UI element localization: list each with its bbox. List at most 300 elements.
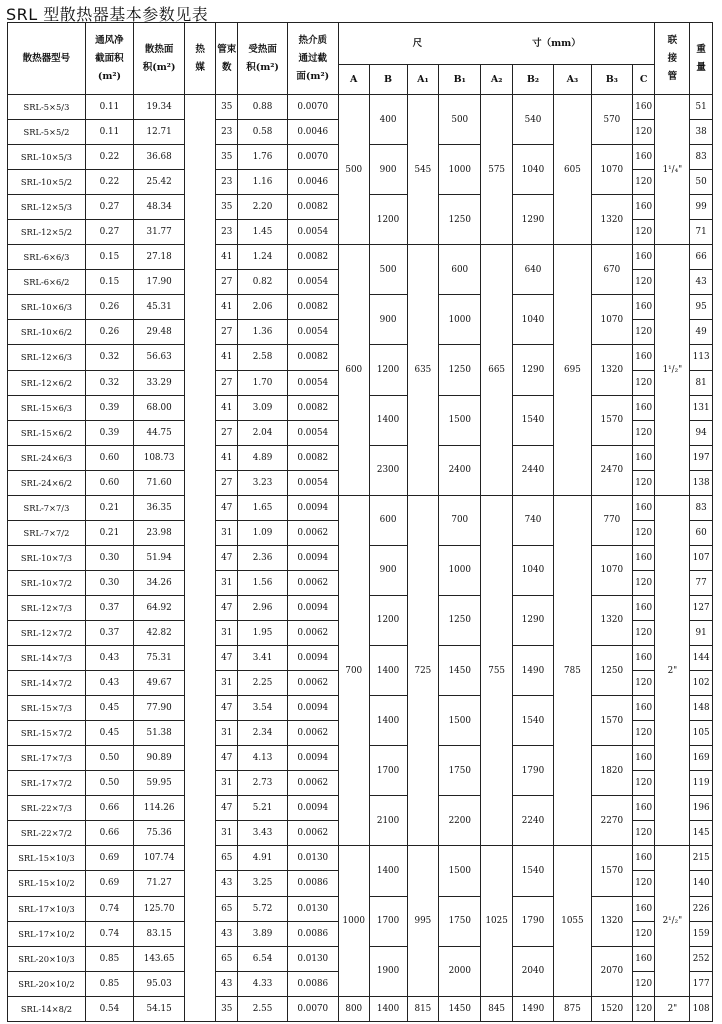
cell-vent-area: 0.22 — [85, 170, 133, 195]
cell-B3: 1570 — [591, 846, 632, 896]
cell-A: 1000 — [338, 846, 369, 996]
cell-B1: 600 — [439, 245, 481, 295]
cell-vent-area: 0.43 — [85, 646, 133, 671]
cell-weight: 138 — [690, 470, 713, 495]
cell-weight: 38 — [690, 120, 713, 145]
cell-C: 120 — [632, 570, 655, 595]
cell-B3: 1320 — [591, 195, 632, 245]
cell-heat-area: 75.31 — [134, 646, 185, 671]
cell-B2: 1540 — [513, 395, 554, 445]
cell-model: SRL-6×6/3 — [8, 245, 86, 270]
cell-weight: 144 — [690, 646, 713, 671]
cell-medium-area: 0.0062 — [287, 821, 338, 846]
cell-C: 120 — [632, 821, 655, 846]
cell-C: 160 — [632, 946, 655, 971]
cell-vent-area: 0.74 — [85, 921, 133, 946]
cell-medium-area: 0.0094 — [287, 495, 338, 520]
cell-vent-area: 0.60 — [85, 445, 133, 470]
cell-tube-bundles: 31 — [215, 721, 238, 746]
cell-A2: 575 — [481, 95, 513, 245]
cell-C: 160 — [632, 595, 655, 620]
cell-tube-bundles: 41 — [215, 295, 238, 320]
cell-weight: 49 — [690, 320, 713, 345]
cell-C: 160 — [632, 846, 655, 871]
cell-weight: 119 — [690, 771, 713, 796]
cell-heat-area: 29.48 — [134, 320, 185, 345]
cell-heat-area: 54.15 — [134, 996, 185, 1021]
cell-model: SRL-15×10/3 — [8, 846, 86, 871]
cell-C: 120 — [632, 170, 655, 195]
cell-heat-area: 49.67 — [134, 671, 185, 696]
cell-B: 1900 — [369, 946, 407, 996]
cell-C: 160 — [632, 796, 655, 821]
cell-model: SRL-12×6/2 — [8, 370, 86, 395]
cell-recv-area: 2.04 — [238, 420, 287, 445]
cell-tube-bundles: 47 — [215, 746, 238, 771]
cell-tube-bundles: 47 — [215, 495, 238, 520]
cell-medium-area: 0.0054 — [287, 370, 338, 395]
cell-vent-area: 0.30 — [85, 570, 133, 595]
cell-vent-area: 0.45 — [85, 696, 133, 721]
header-weight: 重 量 — [690, 23, 713, 95]
cell-heat-area: 45.31 — [134, 295, 185, 320]
cell-weight: 169 — [690, 746, 713, 771]
cell-A2: 665 — [481, 245, 513, 495]
cell-model: SRL-7×7/3 — [8, 495, 86, 520]
cell-B3: 1820 — [591, 746, 632, 796]
cell-recv-area: 2.36 — [238, 545, 287, 570]
cell-heat-area: 19.34 — [134, 95, 185, 120]
header-C: C — [632, 65, 655, 95]
cell-C: 160 — [632, 545, 655, 570]
cell-B3: 1570 — [591, 696, 632, 746]
header-heat-area: 散热面 积(m²) — [134, 23, 185, 95]
cell-A: 600 — [338, 245, 369, 495]
table-row — [8, 495, 713, 520]
page-title: SRL 型散热器基本参数见表 — [6, 5, 209, 24]
cell-C: 160 — [632, 295, 655, 320]
cell-B1: 1750 — [439, 746, 481, 796]
header-connector: 联 接 管 — [655, 23, 690, 95]
cell-weight: 81 — [690, 370, 713, 395]
cell-medium-area: 0.0046 — [287, 120, 338, 145]
cell-recv-area: 2.73 — [238, 771, 287, 796]
cell-A1: 635 — [407, 245, 439, 495]
cell-B3: 770 — [591, 495, 632, 545]
cell-A: 700 — [338, 495, 369, 846]
cell-model: SRL-10×5/3 — [8, 145, 86, 170]
cell-B3: 1070 — [591, 545, 632, 595]
cell-heat-area: 42.82 — [134, 620, 185, 645]
cell-medium-area: 0.0062 — [287, 721, 338, 746]
cell-weight: 95 — [690, 295, 713, 320]
cell-tube-bundles: 41 — [215, 245, 238, 270]
cell-medium-area: 0.0062 — [287, 671, 338, 696]
header-B1: B₁ — [439, 65, 481, 95]
cell-weight: 102 — [690, 671, 713, 696]
cell-B1: 1000 — [439, 295, 481, 345]
cell-medium-area: 0.0130 — [287, 846, 338, 871]
cell-recv-area: 3.09 — [238, 395, 287, 420]
cell-B: 1200 — [369, 195, 407, 245]
cell-weight: 145 — [690, 821, 713, 846]
cell-model: SRL-7×7/2 — [8, 520, 86, 545]
cell-A1: 545 — [407, 95, 439, 245]
cell-B3: 1250 — [591, 646, 632, 696]
cell-B2: 1490 — [513, 646, 554, 696]
cell-B: 600 — [369, 495, 407, 545]
cell-C: 120 — [632, 996, 655, 1021]
cell-recv-area: 4.91 — [238, 846, 287, 871]
cell-heat-area: 27.18 — [134, 245, 185, 270]
cell-vent-area: 0.32 — [85, 370, 133, 395]
cell-connector: 2" — [655, 495, 690, 846]
table-row — [8, 996, 713, 1021]
cell-recv-area: 2.58 — [238, 345, 287, 370]
cell-B2: 1540 — [513, 696, 554, 746]
cell-C: 120 — [632, 220, 655, 245]
cell-C: 120 — [632, 320, 655, 345]
cell-vent-area: 0.15 — [85, 270, 133, 295]
header-recv-area: 受热面 积(m²) — [238, 23, 287, 95]
cell-recv-area: 1.16 — [238, 170, 287, 195]
cell-medium-area: 0.0130 — [287, 946, 338, 971]
cell-weight: 127 — [690, 595, 713, 620]
cell-tube-bundles: 41 — [215, 345, 238, 370]
header-B: B — [369, 65, 407, 95]
cell-medium-area: 0.0086 — [287, 971, 338, 996]
table-row — [8, 846, 713, 871]
cell-model: SRL-22×7/3 — [8, 796, 86, 821]
cell-model: SRL-12×5/2 — [8, 220, 86, 245]
cell-weight: 43 — [690, 270, 713, 295]
cell-C: 160 — [632, 445, 655, 470]
cell-C: 160 — [632, 145, 655, 170]
cell-recv-area: 6.54 — [238, 946, 287, 971]
cell-C: 120 — [632, 370, 655, 395]
cell-tube-bundles: 23 — [215, 120, 238, 145]
cell-vent-area: 0.60 — [85, 470, 133, 495]
cell-tube-bundles: 43 — [215, 921, 238, 946]
cell-heat-area: 71.27 — [134, 871, 185, 896]
cell-B3: 570 — [591, 95, 632, 145]
cell-medium-area: 0.0086 — [287, 921, 338, 946]
cell-tube-bundles: 27 — [215, 370, 238, 395]
cell-weight: 51 — [690, 95, 713, 120]
cell-B: 1400 — [369, 996, 407, 1021]
cell-C: 160 — [632, 896, 655, 921]
cell-model: SRL-15×10/2 — [8, 871, 86, 896]
cell-tube-bundles: 31 — [215, 821, 238, 846]
cell-model: SRL-14×7/2 — [8, 671, 86, 696]
cell-vent-area: 0.30 — [85, 545, 133, 570]
cell-recv-area: 1.36 — [238, 320, 287, 345]
cell-medium-area: 0.0082 — [287, 395, 338, 420]
cell-tube-bundles: 65 — [215, 846, 238, 871]
cell-heat-area: 108.73 — [134, 445, 185, 470]
cell-B1: 1450 — [439, 996, 481, 1021]
cell-B2: 1290 — [513, 595, 554, 645]
cell-heat-area: 107.74 — [134, 846, 185, 871]
cell-vent-area: 0.26 — [85, 295, 133, 320]
cell-heat-area: 56.63 — [134, 345, 185, 370]
cell-B2: 2440 — [513, 445, 554, 495]
cell-model: SRL-10×6/2 — [8, 320, 86, 345]
cell-model: SRL-10×6/3 — [8, 295, 86, 320]
cell-medium-area: 0.0054 — [287, 420, 338, 445]
cell-model: SRL-24×6/2 — [8, 470, 86, 495]
cell-A2: 755 — [481, 495, 513, 846]
cell-heat-area: 44.75 — [134, 420, 185, 445]
cell-heat-area: 31.77 — [134, 220, 185, 245]
cell-model: SRL-17×7/2 — [8, 771, 86, 796]
cell-vent-area: 0.66 — [85, 821, 133, 846]
cell-medium-area: 0.0082 — [287, 345, 338, 370]
cell-vent-area: 0.85 — [85, 971, 133, 996]
cell-tube-bundles: 43 — [215, 971, 238, 996]
cell-tube-bundles: 47 — [215, 545, 238, 570]
cell-B3: 1320 — [591, 896, 632, 946]
cell-C: 120 — [632, 721, 655, 746]
cell-B1: 1450 — [439, 646, 481, 696]
cell-recv-area: 3.25 — [238, 871, 287, 896]
cell-B2: 1040 — [513, 295, 554, 345]
cell-B3: 2470 — [591, 445, 632, 495]
cell-model: SRL-20×10/2 — [8, 971, 86, 996]
cell-weight: 197 — [690, 445, 713, 470]
cell-medium-area: 0.0062 — [287, 520, 338, 545]
cell-weight: 159 — [690, 921, 713, 946]
cell-recv-area: 5.72 — [238, 896, 287, 921]
cell-model: SRL-17×7/3 — [8, 746, 86, 771]
cell-medium-area: 0.0054 — [287, 320, 338, 345]
cell-tube-bundles: 27 — [215, 320, 238, 345]
cell-recv-area: 2.20 — [238, 195, 287, 220]
cell-A1: 995 — [407, 846, 439, 996]
cell-B: 1400 — [369, 395, 407, 445]
header-A2: A₂ — [481, 65, 513, 95]
cell-heat-medium — [185, 95, 216, 1022]
cell-C: 160 — [632, 395, 655, 420]
cell-B1: 1500 — [439, 846, 481, 896]
cell-B1: 1250 — [439, 345, 481, 395]
cell-B2: 2240 — [513, 796, 554, 846]
cell-heat-area: 59.95 — [134, 771, 185, 796]
cell-B1: 500 — [439, 95, 481, 145]
cell-model: SRL-12×7/3 — [8, 595, 86, 620]
cell-A1: 725 — [407, 495, 439, 846]
cell-vent-area: 0.32 — [85, 345, 133, 370]
cell-model: SRL-6×6/2 — [8, 270, 86, 295]
cell-B2: 1540 — [513, 846, 554, 896]
cell-B1: 2200 — [439, 796, 481, 846]
cell-medium-area: 0.0062 — [287, 570, 338, 595]
cell-heat-area: 51.38 — [134, 721, 185, 746]
cell-B2: 1490 — [513, 996, 554, 1021]
header-A3: A₃ — [553, 65, 591, 95]
cell-B: 900 — [369, 295, 407, 345]
cell-medium-area: 0.0130 — [287, 896, 338, 921]
cell-C: 120 — [632, 871, 655, 896]
cell-vent-area: 0.26 — [85, 320, 133, 345]
cell-weight: 83 — [690, 495, 713, 520]
cell-connector: 2¹/₂" — [655, 846, 690, 996]
parameter-table — [7, 22, 713, 1022]
cell-B3: 2070 — [591, 946, 632, 996]
cell-C: 160 — [632, 245, 655, 270]
cell-C: 120 — [632, 671, 655, 696]
cell-heat-area: 143.65 — [134, 946, 185, 971]
header-model: 散热器型号 — [8, 23, 86, 95]
cell-C: 160 — [632, 195, 655, 220]
cell-medium-area: 0.0082 — [287, 445, 338, 470]
cell-tube-bundles: 35 — [215, 195, 238, 220]
cell-medium-area: 0.0094 — [287, 746, 338, 771]
cell-tube-bundles: 47 — [215, 595, 238, 620]
cell-medium-area: 0.0070 — [287, 145, 338, 170]
cell-medium-area: 0.0070 — [287, 95, 338, 120]
cell-tube-bundles: 35 — [215, 996, 238, 1021]
cell-weight: 107 — [690, 545, 713, 570]
cell-C: 120 — [632, 520, 655, 545]
header-A1: A₁ — [407, 65, 439, 95]
cell-recv-area: 3.54 — [238, 696, 287, 721]
cell-A3: 875 — [553, 996, 591, 1021]
cell-heat-area: 12.71 — [134, 120, 185, 145]
cell-weight: 77 — [690, 570, 713, 595]
table-row — [8, 95, 713, 120]
cell-heat-area: 25.42 — [134, 170, 185, 195]
cell-B1: 1250 — [439, 595, 481, 645]
cell-vent-area: 0.11 — [85, 95, 133, 120]
cell-medium-area: 0.0070 — [287, 996, 338, 1021]
cell-B2: 1790 — [513, 746, 554, 796]
cell-recv-area: 0.88 — [238, 95, 287, 120]
cell-B1: 1750 — [439, 896, 481, 946]
cell-model: SRL-10×7/2 — [8, 570, 86, 595]
cell-B: 900 — [369, 145, 407, 195]
cell-recv-area: 4.33 — [238, 971, 287, 996]
cell-heat-area: 71.60 — [134, 470, 185, 495]
cell-weight: 177 — [690, 971, 713, 996]
cell-tube-bundles: 31 — [215, 771, 238, 796]
cell-vent-area: 0.37 — [85, 595, 133, 620]
header-B2: B₂ — [513, 65, 554, 95]
cell-A1: 815 — [407, 996, 439, 1021]
cell-B3: 1320 — [591, 345, 632, 395]
cell-tube-bundles: 47 — [215, 696, 238, 721]
cell-B1: 1000 — [439, 145, 481, 195]
cell-C: 160 — [632, 646, 655, 671]
cell-C: 120 — [632, 971, 655, 996]
cell-recv-area: 1.95 — [238, 620, 287, 645]
cell-B3: 1320 — [591, 595, 632, 645]
cell-C: 160 — [632, 345, 655, 370]
cell-connector: 2" — [655, 996, 690, 1021]
cell-vent-area: 0.69 — [85, 846, 133, 871]
table-row — [8, 245, 713, 270]
cell-heat-area: 125.70 — [134, 896, 185, 921]
cell-heat-area: 75.36 — [134, 821, 185, 846]
cell-A2: 1025 — [481, 846, 513, 996]
cell-tube-bundles: 31 — [215, 520, 238, 545]
cell-B1: 700 — [439, 495, 481, 545]
cell-medium-area: 0.0094 — [287, 696, 338, 721]
cell-recv-area: 1.76 — [238, 145, 287, 170]
header-vent-area: 通风净 截面积 (m²) — [85, 23, 133, 95]
cell-medium-area: 0.0094 — [287, 796, 338, 821]
cell-A3: 1055 — [553, 846, 591, 996]
cell-weight: 50 — [690, 170, 713, 195]
cell-vent-area: 0.39 — [85, 395, 133, 420]
cell-tube-bundles: 41 — [215, 395, 238, 420]
cell-medium-area: 0.0062 — [287, 771, 338, 796]
cell-vent-area: 0.27 — [85, 195, 133, 220]
cell-weight: 140 — [690, 871, 713, 896]
cell-B1: 1000 — [439, 545, 481, 595]
cell-tube-bundles: 35 — [215, 95, 238, 120]
cell-B3: 1070 — [591, 145, 632, 195]
header-medium-area: 热介质 通过截 面(m²) — [287, 23, 338, 95]
cell-B2: 1790 — [513, 896, 554, 946]
cell-weight: 108 — [690, 996, 713, 1021]
cell-vent-area: 0.43 — [85, 671, 133, 696]
cell-medium-area: 0.0094 — [287, 595, 338, 620]
cell-B2: 1290 — [513, 345, 554, 395]
cell-vent-area: 0.15 — [85, 245, 133, 270]
cell-recv-area: 2.34 — [238, 721, 287, 746]
cell-B: 1700 — [369, 896, 407, 946]
cell-heat-area: 36.68 — [134, 145, 185, 170]
cell-weight: 215 — [690, 846, 713, 871]
cell-heat-area: 95.03 — [134, 971, 185, 996]
cell-model: SRL-15×6/3 — [8, 395, 86, 420]
cell-weight: 99 — [690, 195, 713, 220]
cell-C: 120 — [632, 620, 655, 645]
cell-recv-area: 4.89 — [238, 445, 287, 470]
cell-recv-area: 1.09 — [238, 520, 287, 545]
cell-medium-area: 0.0054 — [287, 220, 338, 245]
cell-vent-area: 0.74 — [85, 896, 133, 921]
cell-model: SRL-10×5/2 — [8, 170, 86, 195]
cell-recv-area: 3.23 — [238, 470, 287, 495]
cell-vent-area: 0.54 — [85, 996, 133, 1021]
cell-medium-area: 0.0054 — [287, 270, 338, 295]
cell-tube-bundles: 23 — [215, 220, 238, 245]
cell-heat-area: 68.00 — [134, 395, 185, 420]
cell-model: SRL-15×7/3 — [8, 696, 86, 721]
cell-medium-area: 0.0082 — [287, 245, 338, 270]
cell-weight: 94 — [690, 420, 713, 445]
cell-B3: 670 — [591, 245, 632, 295]
cell-vent-area: 0.45 — [85, 721, 133, 746]
cell-vent-area: 0.66 — [85, 796, 133, 821]
cell-B3: 1520 — [591, 996, 632, 1021]
cell-tube-bundles: 47 — [215, 796, 238, 821]
cell-recv-area: 2.25 — [238, 671, 287, 696]
cell-B: 1400 — [369, 646, 407, 696]
cell-B2: 1040 — [513, 545, 554, 595]
cell-recv-area: 1.24 — [238, 245, 287, 270]
cell-connector: 1¹/₄" — [655, 95, 690, 245]
cell-B3: 1570 — [591, 395, 632, 445]
cell-heat-area: 23.98 — [134, 520, 185, 545]
cell-A3: 605 — [553, 95, 591, 245]
cell-medium-area: 0.0082 — [287, 295, 338, 320]
cell-weight: 196 — [690, 796, 713, 821]
cell-B1: 1500 — [439, 696, 481, 746]
cell-B1: 1250 — [439, 195, 481, 245]
